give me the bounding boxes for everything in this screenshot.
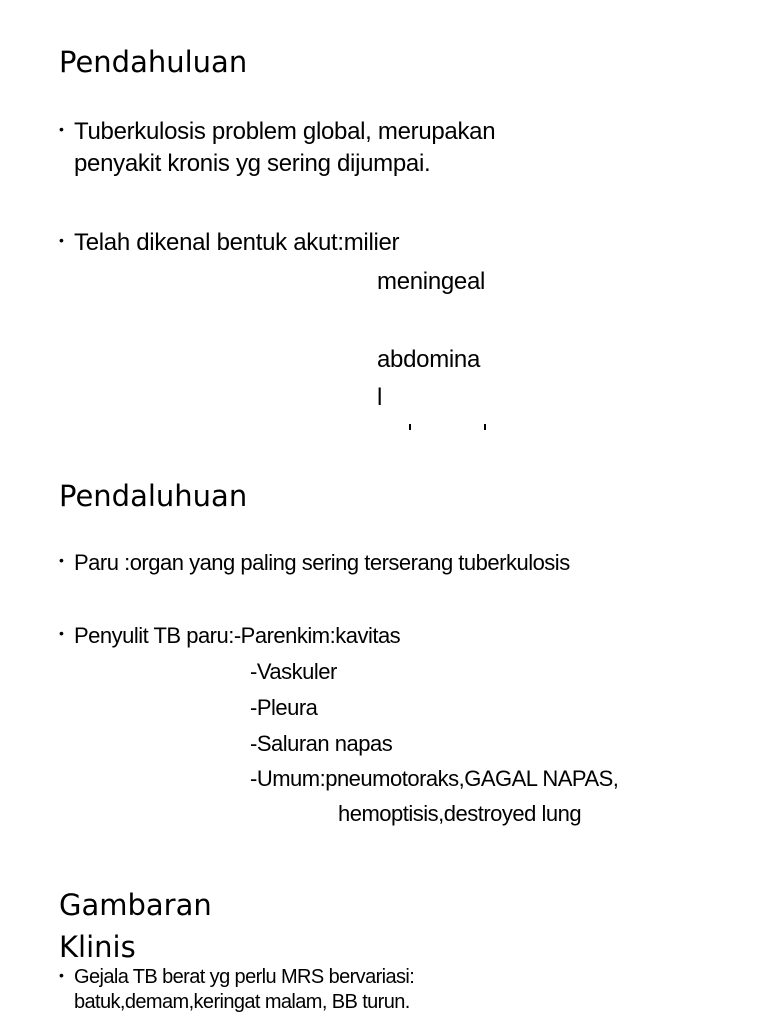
list-item: -Pleura [250,695,318,720]
list-item: -Vaskuler [250,659,337,684]
slide-pendaluhuan [0,430,768,850]
bullet-text: Paru :organ yang paling sering terserang tuberkulosis [74,550,570,575]
slide-title-cont: Klinis [59,930,136,964]
list-item-cont: l [377,384,383,411]
slide-gambaran-klinis [0,850,768,1024]
slide-pendahuluan [0,0,768,430]
bullet-text: Gejala TB berat yg perlu MRS bervariasi: [74,966,415,988]
list-item-cont: hemoptisis,destroyed lung [338,801,582,826]
slide-title: Gambaran [59,888,212,922]
bullet-marker: • [59,967,64,983]
bullet-text-cont: batuk,demam,keringat malam, BB turun. [74,991,410,1013]
slide-title: Pendaluhuan [59,479,248,513]
slide-title: Pendahuluan [59,45,248,79]
bullet-marker: • [59,625,64,641]
list-item: abdomina [377,346,481,373]
bullet-text: Telah dikenal bentuk akut:milier [74,229,400,256]
bullet-text: Tuberkulosis problem global, merupakan [74,118,496,145]
bullet-marker: • [59,121,64,137]
bullet-marker: • [59,552,64,568]
list-item: -Umum:pneumotoraks,GAGAL NAPAS, [250,766,619,791]
bullet-text-cont: penyakit kronis yg sering dijumpai. [74,150,431,177]
bullet-marker: • [59,232,64,248]
list-item: -Saluran napas [250,731,393,756]
list-item: meningeal [377,268,486,295]
bullet-text: Penyulit TB paru:-Parenkim:kavitas [74,623,401,648]
